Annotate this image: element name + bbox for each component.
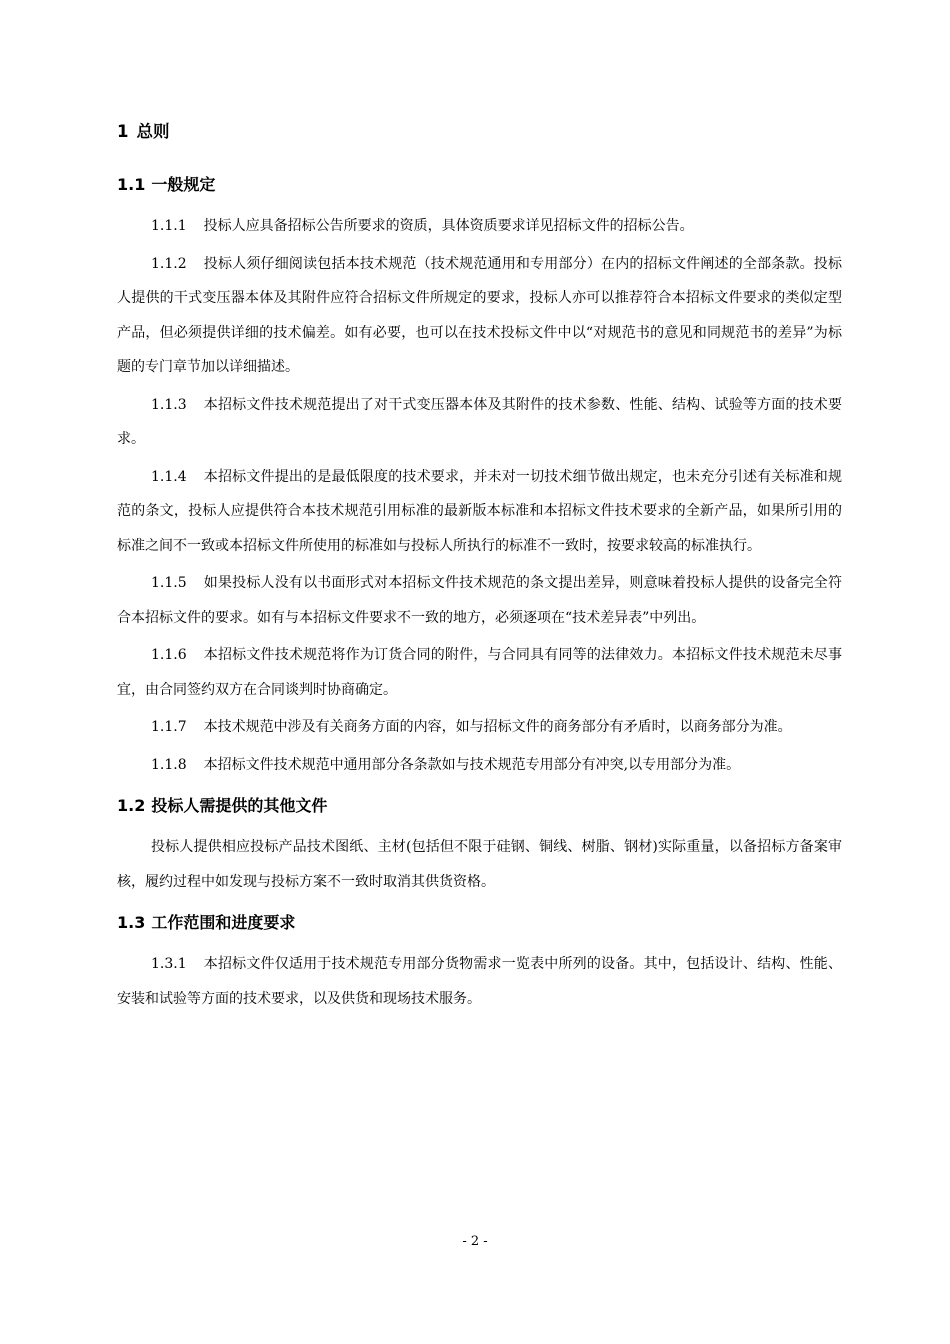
section-number: 1.2	[117, 796, 146, 815]
chapter-title: 总则	[136, 122, 170, 141]
section-heading-1-1	[117, 171, 842, 199]
section-title: 一般规定	[151, 175, 216, 194]
clause-number: 1.1.7	[151, 719, 187, 735]
document-body	[117, 118, 842, 1019]
clause-number: 1.1.8	[151, 756, 187, 773]
section-heading-1-3	[117, 909, 842, 937]
clause-number: 1.1.3	[151, 396, 187, 413]
clause-text: 本技术规范中涉及有关商务方面的内容，如与招标文件的商务部分有矛盾时，以商务部分为准。	[203, 719, 792, 735]
clause-1-3-1	[117, 947, 842, 1016]
clause-number: 1.1.6	[151, 647, 187, 663]
clause-number: 1.1.1	[151, 218, 187, 234]
clause-text: 本招标文件技术规范提出了对干式变压器本体及其附件的技术参数、性能、结构、试验等方面的技术要求。	[117, 396, 842, 447]
clause-text: 本招标文件技术规范中通用部分各条款如与技术规范专用部分有冲突,以专用部分为准。	[203, 756, 741, 773]
clause-text: 本招标文件仅适用于技术规范专用部分货物需求一览表中所列的设备。其中，包括设计、结构、性能、安装和试验等方面的技术要求，以及供货和现场技术服务。	[117, 956, 842, 1007]
section-number: 1.3	[117, 913, 146, 932]
clause-1-1-4	[117, 460, 842, 564]
clause-number: 1.1.4	[151, 468, 187, 485]
clause-text: 本招标文件技术规范将作为订货合同的附件，与合同具有同等的法律效力。本招标文件技术规范未尽事宜，由合同签约双方在合同谈判时协商确定。	[117, 647, 842, 698]
clause-text: 投标人应具备招标公告所要求的资质，具体资质要求详见招标文件的招标公告。	[203, 218, 694, 234]
clause-1-1-3	[117, 388, 842, 457]
clause-text: 本招标文件提出的是最低限度的技术要求，并未对一切技术细节做出规定，也未充分引述有关标准和规范的条文，投标人应提供符合本技术规范引用标准的最新版本标准和本招标文件技术要求的全新产品，如果所引用的标准之间不一致或本招标文件所使用的标准如与投标人所执行的标准不一致时，按要求较高的标准执行。	[117, 468, 842, 554]
section-number: 1.1	[117, 175, 146, 194]
clause-1-1-1	[117, 209, 842, 244]
section-1-2-paragraph: 投标人提供相应投标产品技术图纸、主材(包括但不限于硅钢、铜线、树脂、钢材)实际重量，以备招标方备案审核，履约过程中如发现与投标方案不一致时取消其供货资格。	[117, 839, 842, 890]
clause-text: 如果投标人没有以书面形式对本招标文件技术规范的条文提出差异，则意味着投标人提供的设备完全符合本招标文件的要求。如有与本招标文件要求不一致的地方，必须逐项在“技术差异表”中列出。	[117, 575, 842, 626]
clause-number: 1.1.5	[151, 575, 187, 591]
chapter-heading	[117, 118, 842, 146]
section-title: 工作范围和进度要求	[151, 913, 296, 932]
clause-number: 1.1.2	[151, 255, 187, 272]
chapter-number: 1	[117, 122, 129, 141]
clause-number: 1.3.1	[151, 956, 187, 972]
clause-1-1-8	[117, 748, 842, 783]
clause-1-1-7	[117, 710, 842, 745]
section-title: 投标人需提供的其他文件	[151, 796, 328, 815]
clause-1-1-5	[117, 566, 842, 635]
clause-1-1-2	[117, 247, 842, 385]
clause-text: 投标人须仔细阅读包括本技术规范（技术规范通用和专用部分）在内的招标文件阐述的全部条款。投标人提供的干式变压器本体及其附件应符合招标文件所规定的要求，投标人亦可以推荐符合本招标文件要求的类似定型产品，但必须提供详细的技术偏差。如有必要，也可以在技术投标文件中以“对规范书的意见和同规范书的差异”为标题的专门章节加以详细描述。	[117, 255, 842, 375]
clause-1-1-6	[117, 638, 842, 707]
section-heading-1-2	[117, 792, 842, 820]
page-number: - 2 -	[462, 1234, 488, 1249]
